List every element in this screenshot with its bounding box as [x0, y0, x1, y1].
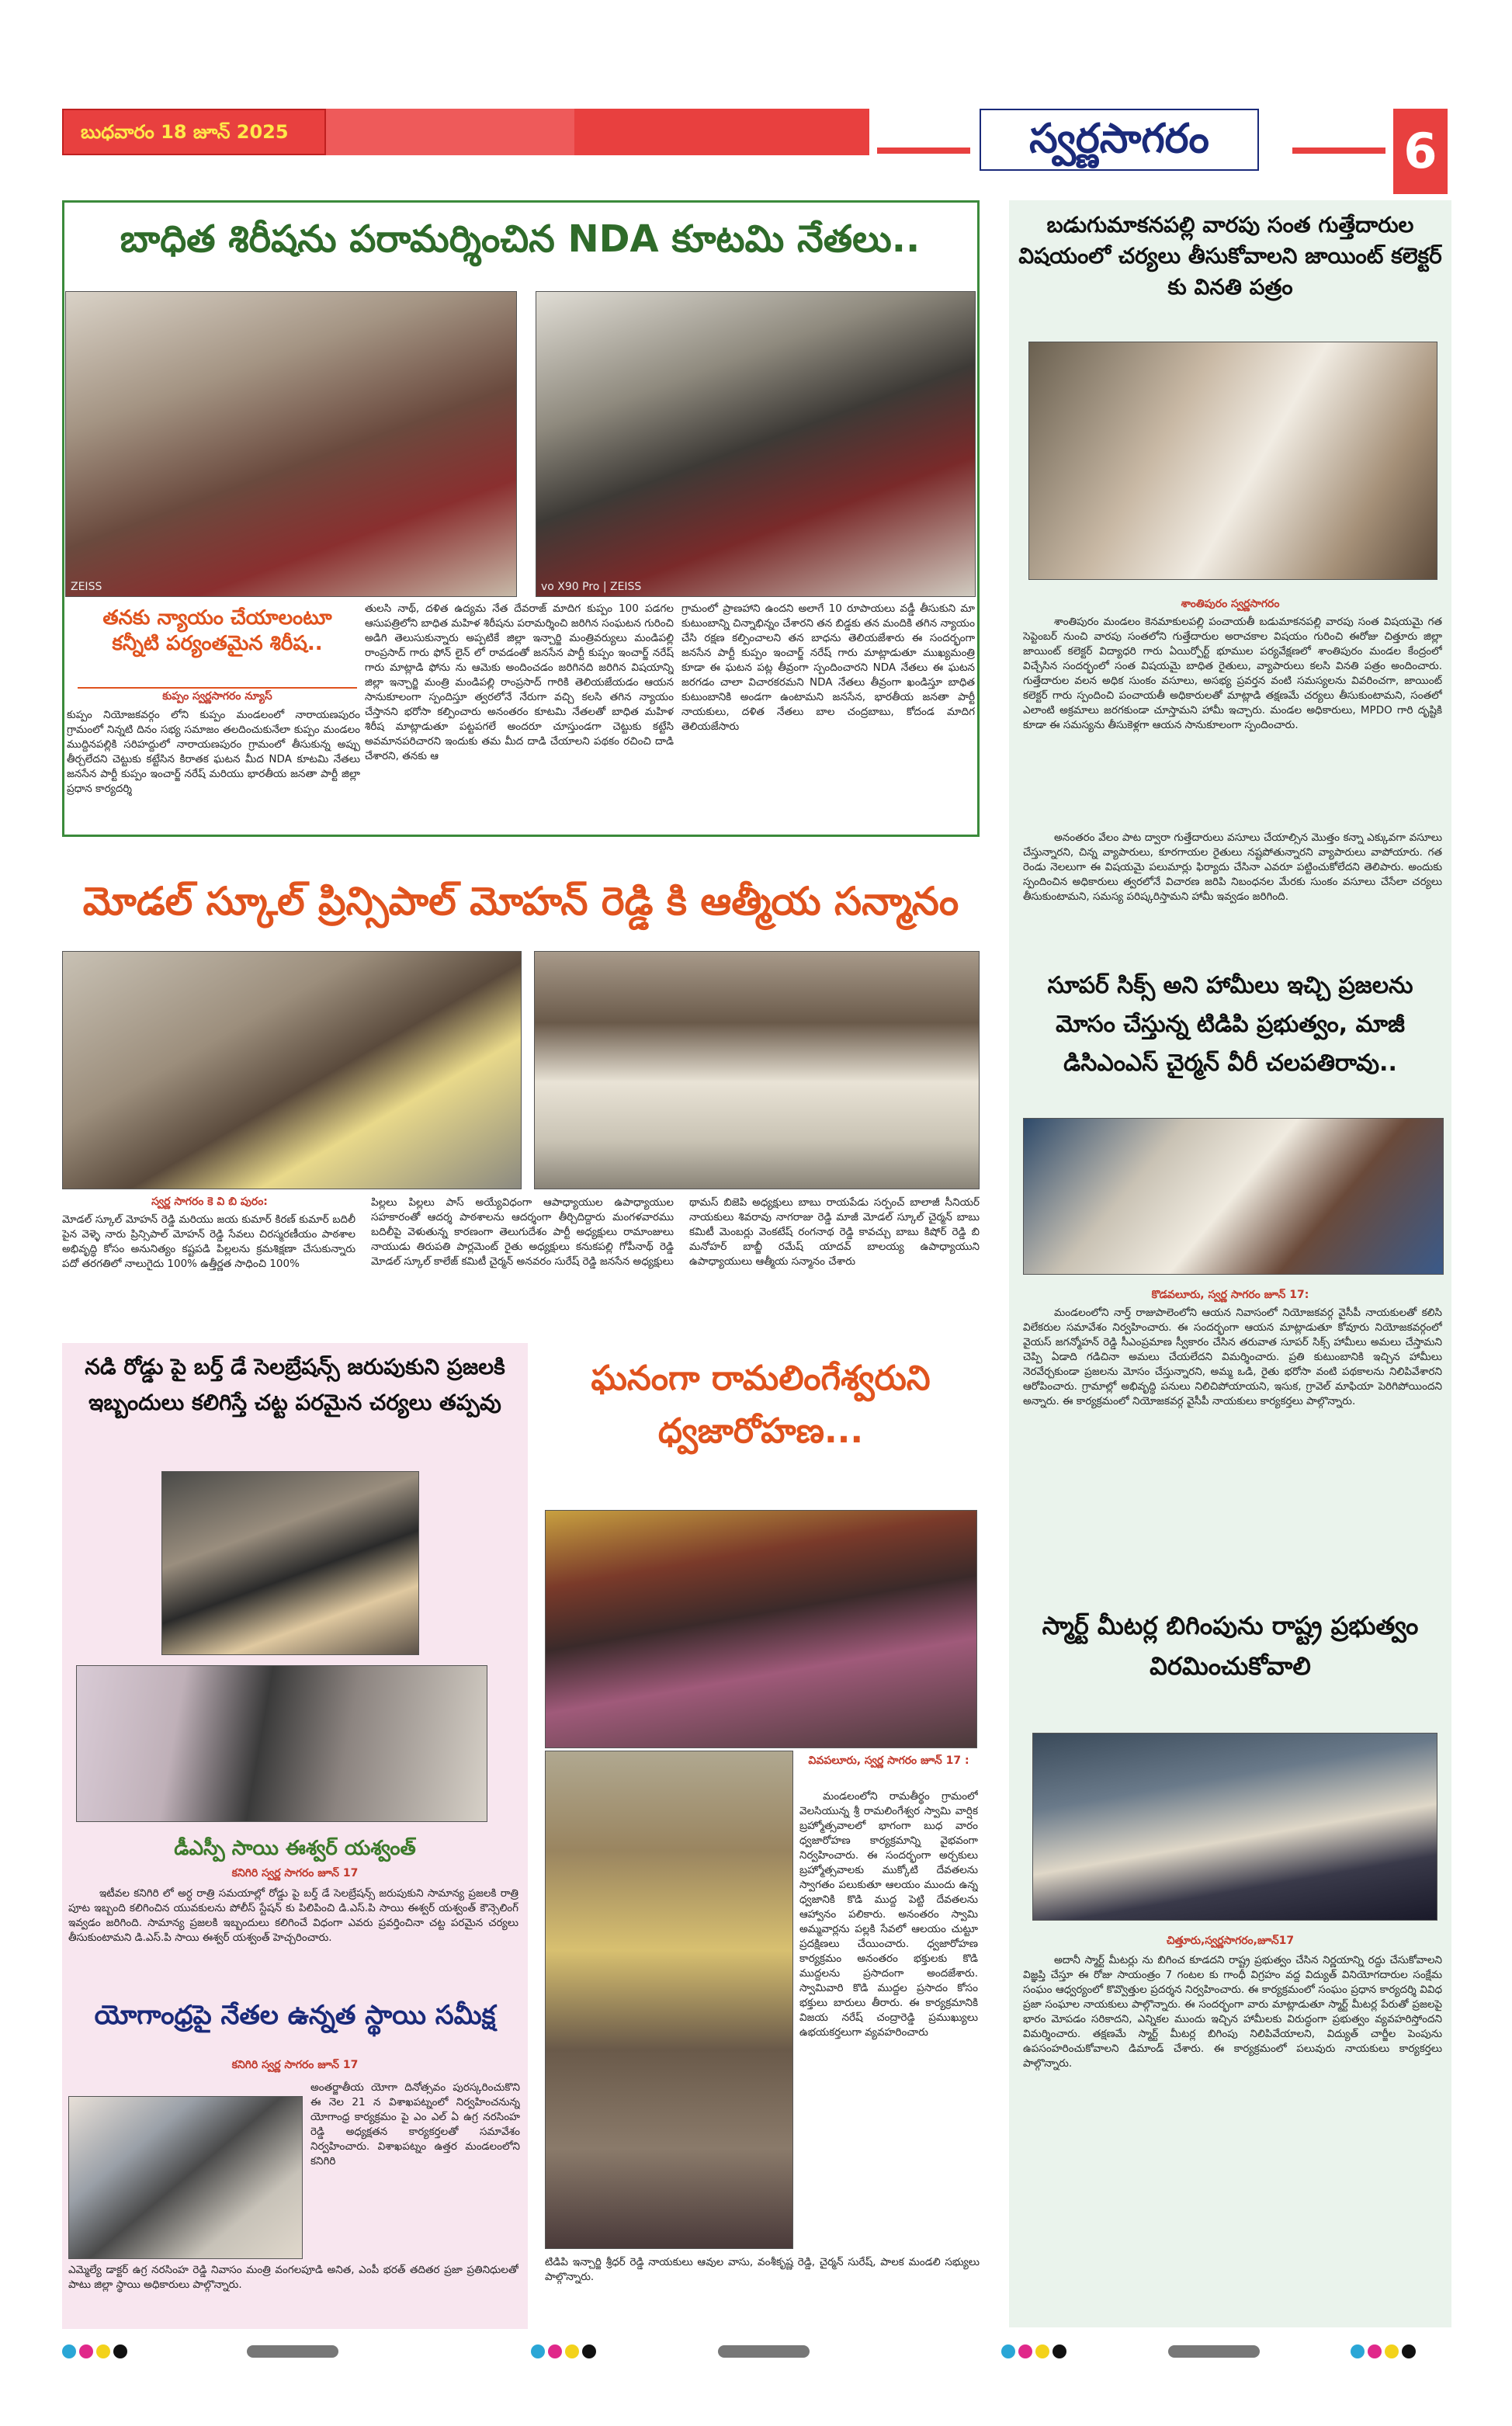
story-3-col-3: థామస్ బిజెపి అధ్యక్షులు బాబు రాయపేడు సర్పంచ్ బాలాజీ సీనియర్ నాయకులు శివరావు నాగరాజు రెడ్డి మాజీ మోడల్ స్కూల్ చైర్మన్ బాబు కమిటీ మెంబర్లు వెంకటేష్ రంగనాథ రెడ్డి కావచ్చు బాబు కిషోర్ రెడ్డి బి మనోహర్ బాబ్జీ రమేష్ యాదవ్ బాలయ్య ఉపాధ్యాయుని ఉపాధ్యాయులు ఆత్మీయ సన్మానం చేశారు — [689, 1196, 980, 1268]
issue-date: బుధవారం 18 జూన్ 2025 — [81, 121, 289, 143]
story-2-para-2: అనంతరం వేలం పాట ద్వారా గుత్తేదారులు వసూలు చేయాల్సిన మొత్తం కన్నా ఎక్కువగా వసూలు చేస్తున్నారని, చిన్న వ్యాపారులు, కూరగాయల రైతులు నష్టపోతున్నారని వ్యాపారులు వాపోయారు. గత రెండు నెలలుగా ఈ విషయమై పలుమార్లు ఫిర్యాదు చేసినా ఎవరూ పట్టించుకోలేదని తెలిపారు. అందుకు స్పందించిన అధికారులు త్వరలోనే విచారణ జరిపి నిబంధనల మేరకు సుంకం వసూలు చేసేలా చర్యలు తీసుకుంటామని, సమస్య పరిష్కరిస్తామని హామీ ఇవ్వడం జరిగింది. — [1023, 831, 1442, 903]
story-1-photo-right — [536, 291, 976, 597]
story-3-photo-right — [534, 951, 980, 1189]
story-5-photo-top — [161, 1471, 419, 1655]
story-6-body-bottom: ఎమ్మెల్యే డాక్టర్ ఉగ్ర నరసింహ రెడ్డి నివాసం మంత్రి వంగలపూడి అనిత, ఎంపీ భరత్ తదితర ప్రజా ప్రతినిధులతో పాటు జిల్లా స్థాయి అధికారులు పాల్గొన్నారు. — [68, 2264, 518, 2291]
registration-dots-far-right — [1351, 2344, 1419, 2362]
story-4-headline: సూపర్ సిక్స్ అని హామీలు ఇచ్చి ప్రజలను మోసం చేస్తున్న టిడిపి ప్రభుత్వం, మాజీ డిసిఎంఎస్ చైర్మన్ వీరీ చలపతిరావు.. — [1047, 972, 1413, 1077]
story-6-photo — [68, 2096, 303, 2259]
paper-name: స్వర్ణసాగరం — [1029, 115, 1209, 162]
story-6-body-right: అంతర్జాతీయ యోగా దినోత్సవం పురస్కరించుకొని ఈ నెల 21 న విశాఖపట్నంలో నిర్వహించనున్న యోగాంధ్ర కార్యక్రమం పై ఎం ఎల్ ఏ ఉగ్ర నరసింహ రెడ్డి అధ్యక్షతన కార్యకర్తలతో సమావేశం నిర్వహించారు. విశాఖపట్నం ఉత్తర మండలంలోని కనిగిరి — [310, 2081, 520, 2167]
photo-credit: vo X90 Pro | ZEISS — [541, 581, 642, 593]
registration-dots-right — [1001, 2344, 1070, 2362]
gray-bar-right — [1168, 2345, 1260, 2361]
story-7-body: మండలంలోని రామతీర్థం గ్రామంలో వెలసియున్న శ్రీ రామలింగేశ్వర స్వామి వార్షిక బ్రహ్మోత్సవాలలో భాగంగా బుధ వారం ధ్వజారోహణ కార్యక్రమాన్ని వైభవంగా నిర్వహించారు. ఈ సందర్భంగా అర్చకులు బ్రహ్మోత్సవాలకు ముక్కోటి దేవతలను స్వాగతం పలుకుతూ ఆలయం ముందు ఉన్న ధ్వజానికి కొడి ముద్ద పెట్టి దేవతలను ఆహ్వానం పలికారు. అనంతరం స్వామి అమ్మవార్లను పల్లకి సేవలో ఆలయం చుట్టూ ప్రదక్షిణలు చేయించారు. ధ్వజారోహణ కార్యక్రమం అనంతరం భక్తులకు కొడి ముద్దలను ప్రసాదంగా అందజేశారు. స్వామివారి కొడి ముద్దల ప్రసాదం కోసం భక్తులు బారులు తీరారు. ఈ కార్యక్రమానికి విజయ నరేష్ చంద్రారెడ్డి ప్రముఖ్యులు ఉభయకర్తలుగా వ్యవహరించారు — [799, 1790, 978, 2039]
registration-dots-mid — [531, 2344, 599, 2362]
story-2-photo — [1028, 342, 1437, 580]
story-3-headline: మోడల్ స్కూల్ ప్రిన్సిపాల్ మోహన్ రెడ్డి కి ఆత్మీయ సన్మానం — [82, 879, 959, 924]
header-rule-left — [877, 148, 970, 154]
story-2-headline: బడుగుమాకనపల్లి వారపు సంత గుత్తేదారుల విషయంలో చర్యలు తీసుకోవాలని జాయింట్ కలెక్టర్ కు వినతి పత్రం — [1018, 212, 1442, 300]
story-8-reporter: చిత్తూరు,స్వర్ణసాగరం,జూన్17 — [1166, 1935, 1295, 1947]
story-4-photo — [1023, 1118, 1444, 1275]
story-5-reporter: కనిగిరి స్వర్ణ సాగరం జూన్ 17 — [231, 1867, 359, 1879]
story-7-photo-bottom — [545, 1751, 793, 2249]
story-8-photo — [1032, 1733, 1437, 1921]
story-3-col-1: మోడల్ స్కూల్ మోహన్ రెడ్డి మరియు జయ కుమార్ కిరణ్ కుమార్ బదిలీ పైన వెళ్ళె నారు ప్రిన్సిపాల్ మోహన్ రెడ్డి సేవలు చిరస్మరణీయం పాఠశాల అభివృద్ధి కోసం అనునిత్యం కష్టపడి పిల్లలను క్రమశిక్షణా చేసుకున్నారు పదో తరగతిలో నాలుగైదు 100% ఉత్తీర్ణత సాధించి 100% — [62, 1213, 355, 1270]
gray-bar-left — [247, 2345, 338, 2361]
story-3-col-2: పిల్లలు పిల్లలు పాస్ అయ్యేవిధంగా ఆపాధ్యాయుల ఉపాధ్యాయుల సహకారంతో ఆదర్శ పాఠశాలను ఆదర్శంగా తీర్చిదిద్దారు మంగళవారము బదిలీపై వెళుతున్న కారణంగా తెలుగుదేశం పార్టీ అధ్యక్షులు రామాంజులు నాయుడు తిరుపతి పార్లమెంట్ రైతు అధ్యక్షులు కనుకపల్లి గోపీనాథ్ రెడ్డి మోడల్ స్కూల్ కాలేజ్ కమిటీ చైర్మన్ అనవరం సురేష్ రెడ్డి జనసేన అధ్యక్షులు — [371, 1196, 674, 1268]
story-3-photo-left — [62, 951, 522, 1189]
date-bar-accent — [326, 109, 574, 155]
photo-credit: ZEISS — [71, 581, 102, 593]
story-8-body: అదానీ స్మార్ట్ మీటర్లు ను బిగించ కూడదని రాష్ట్ర ప్రభుత్వం చేసిన నిర్ణయాన్ని రద్దు చేసుకోవాలని విజ్ఞప్తి చేస్తూ ఈ రోజు సాయంత్రం 7 గంటల కు గాంధీ విగ్రహం వద్ద విద్యుత్ వినియోగదారుల సంక్షేమ సంఘం ఆధ్వర్యంలో కొవ్వొత్తుల ప్రదర్శన నిర్వహించారు. ఈ కార్యక్రమంలో సంఘం ప్రధాన కార్యదర్శి వివిధ ప్రజా సంఘాల నాయకులు పాల్గొన్నారు. ఈ సందర్భంగా వారు మాట్లాడుతూ స్మార్ట్ మీటర్ల పేరుతో ప్రజలపై భారం మోపడం సరికాదని, ఎన్నికల ముందు ఇచ్చిన హామీలకు విరుద్ధంగా ప్రభుత్వం వ్యవహరిస్తోందని విమర్శించారు. తక్షణమే స్మార్ట్ మీటర్ల బిగింపు నిలిపివేయాలని, విద్యుత్ చార్జీల పెంపును ఉపసంహరించుకోవాలని డిమాండ్ చేశారు. ఈ కార్యక్రమంలో పలువురు నాయకులు కార్యకర్తలు పాల్గొన్నారు. — [1023, 1954, 1442, 2070]
story-7-headline: ఘనంగా రామలింగేశ్వరుని ధ్వజారోహణ... — [591, 1359, 931, 1451]
story-8-headline: స్మార్ట్ మీటర్ల బిగింపును రాష్ట్ర ప్రభుత్వం విరమించుకోవాలి — [1042, 1611, 1419, 1681]
story-5-photo-bottom — [76, 1665, 487, 1822]
gray-bar-mid — [718, 2345, 810, 2361]
story-6-headline: యోగాంధ్రపై నేతల ఉన్నత స్థాయి సమీక్ష — [94, 2000, 496, 2031]
story-1-col-3: గ్రామంలో ప్రాణహాని ఉందని అలాగే 10 రూపాయలు వడ్డీ తీసుకుని మా కుటుంబాన్ని చిన్నాభిన్నం చేశారని తన బిడ్డకు తన మందికి తగిన న్యాయం చేసి రక్షణ కల్పించాలని తన బాధను తెలియజేశారు ఈ సందర్భంగా జనసేన పార్టీ కుప్పం ఇంచార్జ్ నరేష్ గారు మాట్లాడుతూ ముఖ్యమంత్రి కూడా ఈ ఘటన పట్ల తీవ్రంగా స్పందించారని NDA నేతలు ఈ ఘటన జరగడం చాలా విచారకరమని NDA నేతలు తీవ్రంగా ఖండిస్తూ బాధిత కుటుంబానికి అండగా ఉంటామని జనసేన, భారతీయ జనతా పార్టీ నాయకులు, దళిత నేతలు బాల చంద్రబాబు, కోదండ మాదిగ తెలియజేసారు — [681, 602, 975, 733]
story-7-bottom: టిడిపి ఇన్చార్జి శ్రీధర్ రెడ్డి నాయకులు ఆవుల వాసు, వంశీకృష్ణ రెడ్డి, చైర్మన్ సురేష్, పాలక మండలి సభ్యులు పాల్గొన్నారు. — [545, 2256, 980, 2283]
date-box — [62, 109, 326, 155]
story-1-reporter: కుప్పం స్వర్ణసాగరం న్యూస్ — [78, 687, 357, 705]
story-2-reporter: శాంతిపురం స్వర్ణసాగరం — [1181, 598, 1280, 610]
story-1-col-1: కుప్పం నియోజకవర్గం లోని కుప్పం మండలంలో నారాయణపురం గ్రామంలో నిన్నటి దినం సభ్య సమాజం తలదించుకునేలా కుప్పం మండలం ముద్దినపల్లికి సరిహద్దులో నారాయణపురం గ్రామంలో తీసుకున్న అప్పు తీర్చలేదని చెట్టుకు కట్టేసిన కిరాతక ఘటన మీద NDA కూటమి నేతలు జనసేన పార్టీ కుప్పం ఇంచార్జ్ నరేష్ మరియు భారతీయ జనతా పార్టీ జిల్లా ప్రధాన కార్యదర్శి — [67, 709, 360, 795]
story-5-body: ఇటీవల కనిగిరి లో అర్ధ రాత్రి సమయాల్లో రోడ్డు పై బర్త్ డే సెలబ్రేషన్స్ జరుపుకుని సామాన్య ప్రజలకి రాత్రి పూట ఇబ్బంది కలిగించిన యువకులను పోలీస్ స్టేషన్ కు పిలిపించి డి.ఎస్.పి సాయి ఈశ్వర్ యశ్వంత్ కౌన్సెలింగ్ ఇవ్వడం జరిగింది. సామాన్య ప్రజలకి ఇబ్బందులు కలిగించే విధంగా ఎవరు ప్రవర్తించినా చట్ట పరమైన చర్యలు తీసుకుంటామని డి.ఎస్.పి సాయి ఈశ్వర్ యశ్వంత్ హెచ్చరించారు. — [68, 1887, 518, 1944]
story-1-subhead: తనకు న్యాయం చేయాలంటూ కన్నీటి పర్యంతమైన శిరీష.. — [102, 606, 332, 655]
story-3-reporter: స్వర్ణ సాగరం కె వి బి పురం: — [151, 1196, 268, 1208]
page-number: 6 — [1403, 123, 1437, 179]
story-2-para-1: శాంతిపురం మండలం కెనమాకులపల్లి పంచాయతీ బడుమాకనపల్లి వారపు సంత విషయమై గత సెప్టెంబర్ నుంచి వారపు సంతలోని గుత్తేదారుల అరాచకాల విషయం గురించి ఈరోజు చిత్తూరు జిల్లా జాయింట్ కలెక్టర్ విద్యాధరి గారు ఏయిర్పోర్ట్ భూముల పర్యవేక్షణలో శాంతిపురం మండల కేంద్రంలో విచ్చేసిన సందర్భంలో సంత విషయమై బాధిత రైతులు, వ్యాపారులు కలసి వినతి పత్రం అందించారు. గుత్తేదారుల వలన అధిక సుంకం వసూలు, అసభ్య ప్రవర్తన వంటి సమస్యలను వివరించగా, జాయింట్ కలెక్టర్ గారు స్పందించి పంచాయతీ అధికారులతో మాట్లాడి తక్షణమే చర్యలు తీసుకుంటామని, సంతలో ఎలాంటి అక్రమాలు జరగకుండా చూస్తామని హామీ ఇచ్చారు. మండల అధికారులు, MPDO గారి దృష్టికి కూడా ఈ సమస్యను తీసుకెళ్లగా ఆయన సానుకూలంగా స్పందించారు. — [1023, 616, 1442, 731]
story-4-reporter: కొడవలూరు, స్వర్ణ సాగరం జూన్ 17: — [1151, 1289, 1309, 1301]
registration-dots-left — [62, 2344, 130, 2362]
story-1-col-2: తులసి నాథ్, దళిత ఉద్యమ నేత దేవరాజ్ మాదిగ కుప్పం 100 పడగల ఆసుపత్రిలోని బాధిత మహిళ శిరీషను పరామర్శించి జరిగిన సంఘటన గురించి అడిగి తెలుసుకున్నారు అప్పటికే జిల్లా ఇన్చార్జి మంత్రివర్యులు మండిపల్లి రాంప్రసాద్ గారు ఫోన్ లైన్ లో రావడంతో జనసేన పార్టీ కుప్పం ఇంచార్జ్ నరేష్ గారు మాట్లాడి ఫోను ను ఆమెకు అందించడం జరిగినది జరిగిన విషయాన్ని జిల్లా ఇన్చార్జి మంత్రి మండిపల్లి రాంప్రసాద్ గారికి తెలియజేయడం ఆయన సానుకూలంగా స్పందిస్తూ త్వరలోనే నేరుగా వచ్చి కలసి తగిన న్యాయం చేస్తానని భరోసా కల్పించారు అనంతరం కూటమి నేతలతో బాధిత మహిళ శిరీష మాట్లాడుతూ పట్టపగలే అందరూ చూస్తుండగా చెట్టుకు కట్టేసి అవమానపరిచారని ఇందుకు తమ మీద దాడి చేయాలని పథకం రచించి దాడి చేశారని, తనకు ఆ — [365, 602, 674, 762]
story-1-photo-left — [65, 291, 517, 597]
story-5-subhead: డీఎస్పీ సాయి ఈశ్వర్ యశ్వంత్ — [174, 1837, 416, 1860]
story-1-headline: బాధిత శిరీషను పరామర్శించిన NDA కూటమి నేతలు.. — [120, 217, 921, 261]
story-7-photo-top — [545, 1510, 977, 1748]
masthead — [980, 109, 1259, 171]
story-4-body: మండలంలోని నార్త్ రాజుపాలెంలోని ఆయన నివాసంలో నియోజకవర్గ వైసీపీ నాయకులతో కలిసి విలేకరుల సమావేశం నిర్వహించారు. ఈ సందర్భంగా ఆయన మాట్లాడుతూ కోవూరు నియోజకవర్గంలో వైయస్ జగన్మోహన్ రెడ్డి సీఎంప్రమాణ స్వీకారం చేసిన తరువాత సూపర్ సిక్స్ హామీలు అమలు చేస్తామని చెప్పి ఏడాది గడిచినా అమలు చేయలేదని విమర్శించారు. ప్రతి కుటుంబానికి ఇచ్చిన హామీలు నెరవేర్చకుండా ప్రజలను మోసం చేస్తున్నారని, అమ్మ ఒడి, రైతు భరోసా వంటి పథకాలను నిలిపివేశారని ఆరోపించారు. గ్రామాల్లో అభివృద్ధి పనులు నిలిచిపోయాయని, ఇసుక, గ్రావెల్ మాఫియా పెరిగిపోయిందని అన్నారు. ఈ కార్యక్రమంలో నియోజకవర్గ వైసీపీ నాయకులు కార్యకర్తలు పాల్గొన్నారు. — [1023, 1307, 1442, 1407]
page-number-box — [1393, 109, 1448, 194]
header-rule-right — [1292, 148, 1385, 154]
story-6-reporter: కనిగిరి స్వర్ణ సాగరం జూన్ 17 — [231, 2059, 359, 2071]
date-bar — [62, 109, 869, 155]
story-7-reporter: వివపలూరు, స్వర్ణ సాగరం జూన్ 17 : — [808, 1754, 969, 1767]
story-5-headline: నడి రోడ్డు పై బర్త్ డే సెలబ్రేషన్స్ జరుపుకుని ప్రజలకి ఇబ్బందులు కలిగిస్తే చట్ట పరమైన చర్యలు తప్పవు — [85, 1354, 505, 1415]
